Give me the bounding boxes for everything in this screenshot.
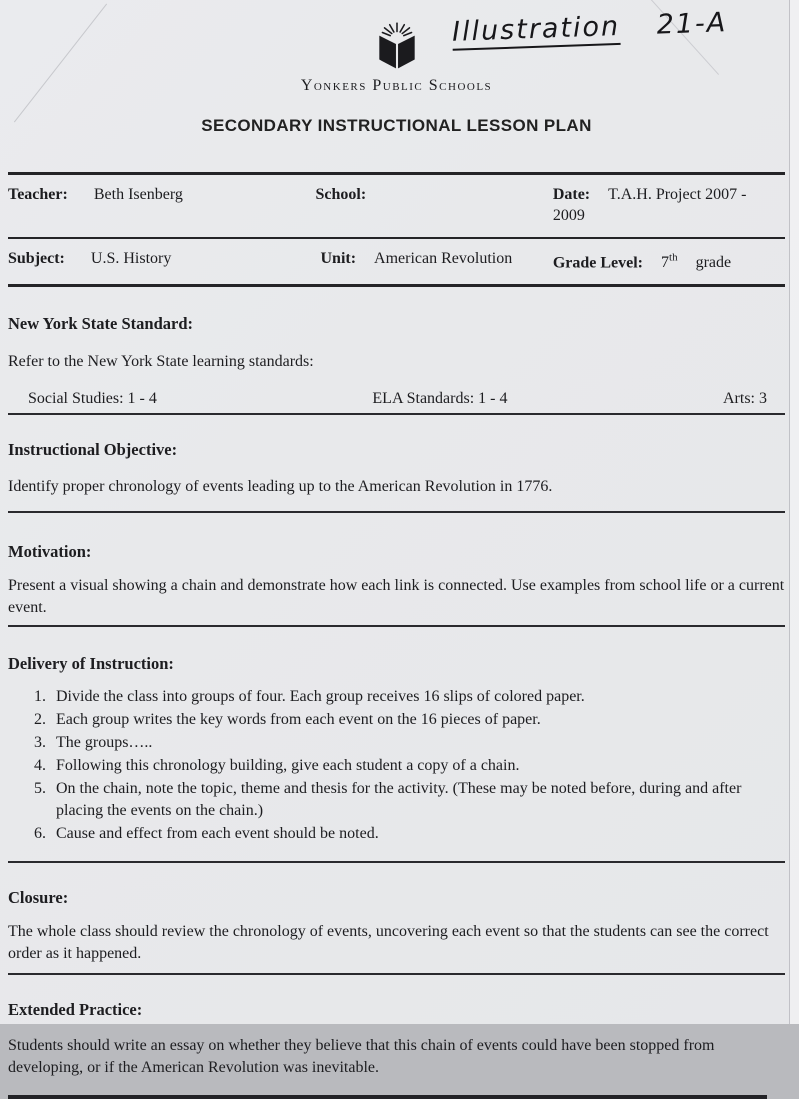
info-row-1 bbox=[8, 175, 785, 239]
delivery-step: 3. The groups….. bbox=[50, 732, 785, 754]
section-divider bbox=[8, 511, 785, 513]
lesson-info-table bbox=[8, 172, 785, 287]
subject-value: U.S. History bbox=[90, 250, 172, 267]
grade-word: grade bbox=[695, 254, 732, 272]
open-book-logo-icon bbox=[371, 16, 423, 74]
handwritten-note-word: Illustration bbox=[452, 11, 621, 51]
section-divider bbox=[8, 861, 785, 863]
motivation-text: Present a visual showing a chain and demonstrate how each link is connected. Use examples from school life or a current event. bbox=[8, 577, 785, 617]
delivery-step: 4. Following this chronology building, give each student a copy of a chain. bbox=[50, 755, 785, 777]
standards-values-row bbox=[8, 390, 785, 415]
delivery-step: 6. Cause and effect from each event should be noted. bbox=[50, 823, 785, 845]
grade-ordinal: th bbox=[669, 252, 678, 264]
grade-level-field bbox=[521, 239, 785, 284]
ela-standard: ELA Standards: 1 - 4 bbox=[372, 390, 508, 408]
subject-label: Subject: bbox=[8, 250, 65, 267]
motivation-section-heading: Motivation: bbox=[8, 542, 92, 562]
organization-name: Yonkers Public Schools bbox=[300, 77, 493, 94]
unit-field bbox=[295, 239, 520, 284]
extended-practice-section-heading: Extended Practice: bbox=[8, 1000, 143, 1020]
delivery-steps-list bbox=[34, 686, 785, 845]
grade-level-value bbox=[661, 254, 678, 271]
teacher-value: Beth Isenberg bbox=[93, 186, 183, 203]
delivery-section-heading: Delivery of Instruction: bbox=[8, 654, 174, 674]
arts-standard: Arts: 3 bbox=[722, 390, 767, 408]
standards-intro-text: Refer to the New York State learning standards: bbox=[8, 353, 314, 371]
closure-text: The whole class should review the chronology of events, uncovering each event so that the students can see the correct order as it happened. bbox=[8, 923, 769, 963]
info-row-2 bbox=[8, 239, 785, 284]
school-label: School: bbox=[315, 186, 367, 203]
date-field bbox=[521, 175, 785, 237]
document-header bbox=[8, 0, 785, 136]
unit-label: Unit: bbox=[320, 250, 357, 267]
date-value: T.A.H. Project 2007 - 2009 bbox=[552, 186, 747, 224]
school-field bbox=[295, 175, 520, 237]
handwritten-note-code: 21-A bbox=[656, 7, 728, 41]
objective-text: Identify proper chronology of events leading up to the American Revolution in 1776. bbox=[8, 478, 553, 496]
extended-practice-text: Students should write an essay on whether they believe that this chain of events could have been stopped from developing, or if the American Revolution was inevitable. bbox=[8, 1037, 715, 1077]
teacher-field bbox=[8, 175, 295, 237]
delivery-step: 1. Divide the class into groups of four. Each group receives 16 slips of colored paper. bbox=[50, 686, 785, 708]
unit-value: American Revolution bbox=[374, 250, 513, 267]
section-divider bbox=[8, 625, 785, 627]
standards-section-heading: New York State Standard: bbox=[8, 314, 194, 334]
teacher-label: Teacher: bbox=[8, 186, 68, 203]
bottom-rule bbox=[8, 1095, 767, 1099]
objective-section-heading: Instructional Objective: bbox=[8, 440, 178, 460]
document-title: SECONDARY INSTRUCTIONAL LESSON PLAN bbox=[201, 116, 592, 135]
subject-field bbox=[8, 239, 295, 284]
grade-number: 7 bbox=[661, 254, 670, 272]
closure-section-heading: Closure: bbox=[8, 888, 69, 908]
delivery-step: 5. On the chain, note the topic, theme and thesis for the activity. (These may be noted before, during and after placing the events on the chain.) bbox=[50, 778, 785, 822]
section-divider bbox=[8, 973, 785, 975]
grade-level-label: Grade Level: bbox=[552, 254, 644, 272]
delivery-step: 2. Each group writes the key words from each event on the 16 pieces of paper. bbox=[50, 709, 785, 731]
date-label: Date: bbox=[552, 186, 591, 203]
social-studies-standard: Social Studies: 1 - 4 bbox=[28, 390, 157, 408]
